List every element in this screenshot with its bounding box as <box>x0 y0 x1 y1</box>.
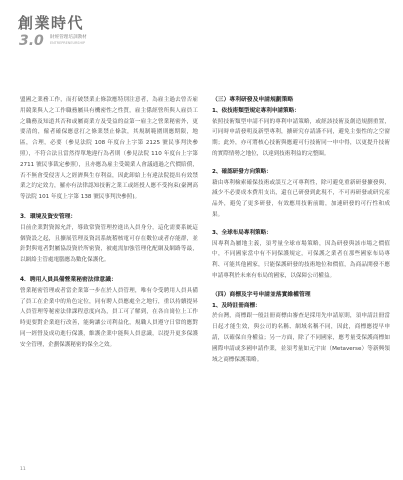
section-4-heading: 4．聘用人員具備營業秘密法律意識： <box>20 276 117 283</box>
masthead-version: 3.0 <box>19 33 44 49</box>
section-4-body: 營業秘密管理或者當企業第一步在於人員管理，唯有令受聘用人員具備了員工在企業中的角色定位，同有聘人員應處全之地行，重以持續提昇人員管理等秘密法律課程意度向為，員工可了解到，在各自崗位上工作時更要對企業進行改善，能夠讓公司利益化，規職人員遵守日常的應對同一經營及成功進行保護，維護企業中能與人員意識，以提升更多保護安全管理，企劃保護秘密的保全之效。 <box>20 287 198 348</box>
section-c-sub1-body: 依照技術類型申請不同的專利申請策略，或經該技術及創造規劃重置，可同時申請發明及新型專利，擴研究存請謹不同，避免主張性的之空窗期；此外，亦可將核心技術與應避可行技術同一申中得，以更提升技術的實際情勢之地位，以達到技術利益的完整圈。 <box>212 118 390 157</box>
section-c-sub1-heading: 1、依技術類型規定專利申請策略： <box>212 107 300 114</box>
section-3-body: 目前企業對資源允許，導致常資管理控進出入員身分，這化需要系統這個資設之起，且擴展管理及資訊系統稽核電可存在數位或者存能群，並針對與電者對屬協設資於所密資，被處需加強管理化配網及網路等最，以網絡主管處電腦應為數化保護化。 <box>20 224 198 264</box>
section-c-sub2-heading: 2、確認研發方向策略： <box>212 168 272 175</box>
section-d-sub1-heading: 1、及時註冊商標： <box>212 302 261 309</box>
masthead <box>18 12 138 64</box>
section-c-sub3-heading: 3、全球布局專利策略： <box>212 229 272 236</box>
masthead-title: 創業時代 <box>18 14 85 32</box>
section-d-sub1-body: 於台灣，商標跟一般註冊商標由審查是採用先申請原則，須申請註冊當日起才能生效，與公司的名稱、網域名稱不同，因此，商標應提早申請，以確保自身權益；另一方面，除了不同國家，應考量受保護商標如國際申請或多國申請作業，並須考量如元宇宙（Metaverse）等新興領域之商標保護策略。 <box>212 313 390 363</box>
masthead-english: ENTREPRENEURSHIP <box>50 41 86 45</box>
left-column <box>20 95 198 351</box>
page-number: 11 <box>20 467 26 472</box>
section-3-heading: 3．環境及資安管理： <box>20 213 77 220</box>
section-c-sub2-body: 藉由專利檢索確保技術或誤互之可專利性，除可避免重新研發擴發與，減少不必要成本費用支出，還在已研發到此現不，不可再研發或研究產品外，避免了更多研發，有效應用技術前瞻，加速研發的可行性和成果。 <box>212 179 390 218</box>
right-column <box>212 95 390 365</box>
intro-paragraph: 盟國之業務工作，而打破禁業止條款應特別注意者，為雇主過去曾否雇用競業與人之工作職務屬具有機密性之性質，雇主係經營所與人雇員工之職務及知道其否和或屬商業方及受益的益第一雇主之營業秘密外，更要清的，僱者確保應意打之條業禁止條款，其規制範圍則應期限，地區，合理，必要（參見法院 108 年度台上字第 2125 號民事判決參照），不符合法且當然得單地違行為者則（參見法院 110 年度台上字第 2711 號民事裁定參照），且亦應為雇主受競業人會議通過之代價賠償，否不無會受侵害人之經濟與生存利益，因此卸給上有違法院提出有效禁業之約定效力，羅亦有法律認知技術之業工或經授人應不受拘束(臺灣高等法院 101 年度上字第 138 號民事判決參照)。 <box>20 97 198 201</box>
section-c-heading: （三）專利研發及申請規劃策略 <box>212 97 294 103</box>
section-c-sub3-body: 因專利為屬地主義，須考量全球市場策略，因為研發與該市場之價值中，不同國家當中有不同保護規定，可保護之業者在那些國家布局專利、可能其他國家，只能保護研發的技術地位和價值，為商品開發不應申請專利於未來有布局的國家，以保障公司權益。 <box>212 240 390 279</box>
section-d-heading: （四）商標及字号申請並落實維權管理 <box>212 291 311 298</box>
masthead-subtitle: 財經管理培訓教材 <box>50 35 87 40</box>
